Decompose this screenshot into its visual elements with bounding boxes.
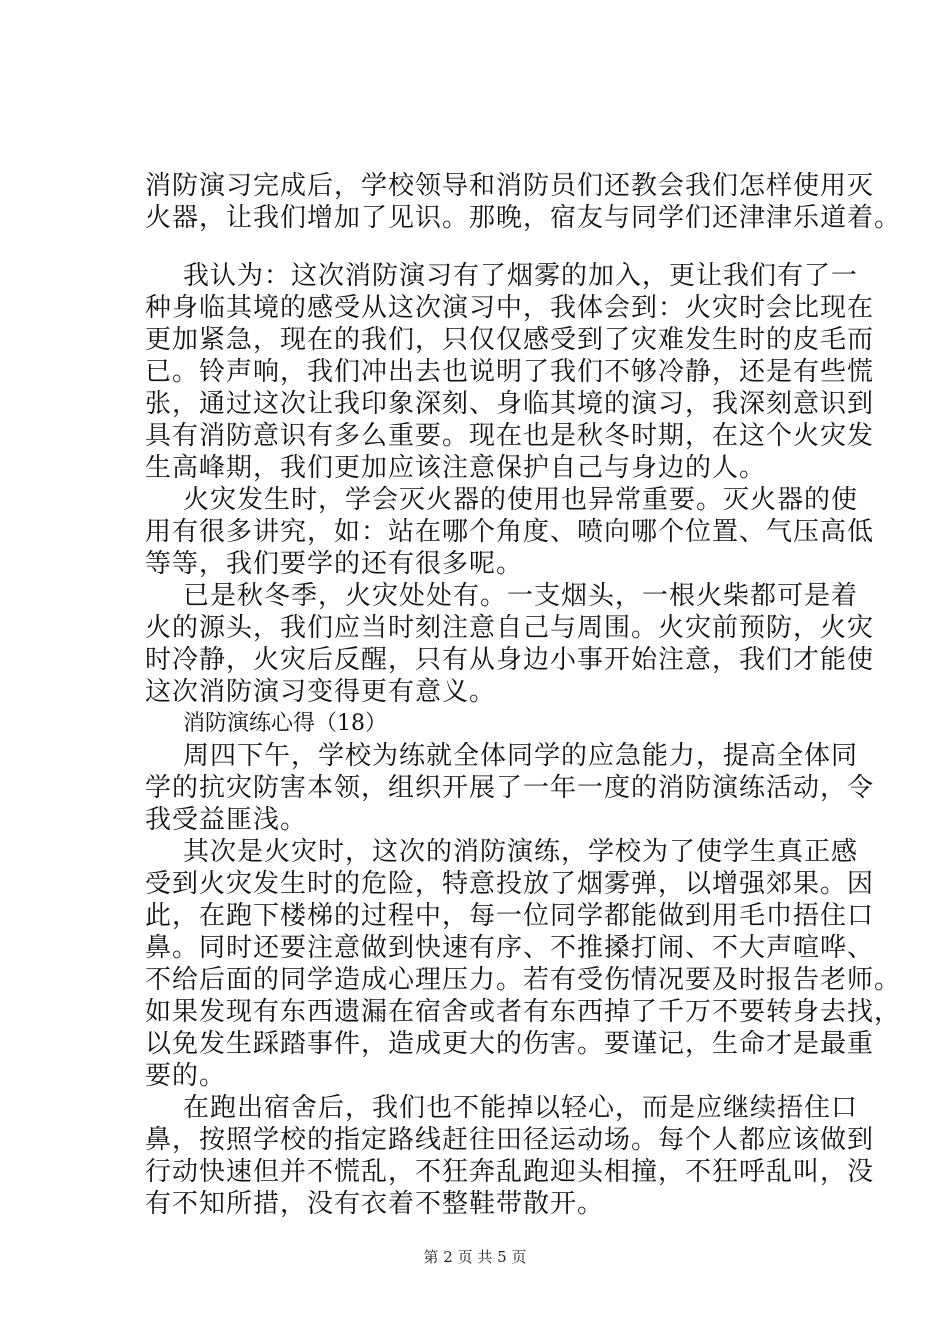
text-line: 周四下午，学校为练就全体同学的应急能力，提高全体同 xyxy=(183,741,859,771)
text-line: 时冷静，火灾后反醒，只有从身边小事开始注意，我们才能使 xyxy=(145,645,875,675)
text-line: 具有消防意识有多么重要。现在也是秋冬时期，在这个火灾发 xyxy=(145,421,875,451)
text-line: 行动快速但并不慌乱，不狂奔乱跑迎头相撞，不狂呼乱叫，没 xyxy=(145,1157,875,1187)
text-line: 学的抗灾防害本领，组织开展了一年一度的消防演练活动，令 xyxy=(145,773,875,803)
text-line: 在跑出宿舍后，我们也不能掉以轻心，而是应继续捂住口 xyxy=(183,1093,859,1123)
text-line: 火的源头，我们应当时刻注意自己与周围。火灾前预防，火灾 xyxy=(145,613,875,643)
text-line: 如果发现有东西遗漏在宿舍或者有东西掉了千万不要转身去找， xyxy=(145,997,902,1027)
text-line: 不给后面的同学造成心理压力。若有受伤情况要及时报告老师。 xyxy=(145,965,902,995)
text-line: 我认为：这次消防演习有了烟雾的加入，更让我们有了一 xyxy=(183,261,859,291)
text-line: 受到火灾发生时的危险，特意投放了烟雾弹，以增强郊果。因 xyxy=(145,869,875,899)
document-body xyxy=(145,170,902,1220)
section-heading: 消防演练心得（18） xyxy=(183,711,387,736)
text-line: 有不知所措，没有衣着不整鞋带散开。 xyxy=(145,1189,605,1219)
text-line: 鼻。同时还要注意做到快速有序、不推搡打闹、不大声喧哗、 xyxy=(145,933,875,963)
text-line: 要的。 xyxy=(145,1061,227,1091)
page-footer: 第 2 页 共 5 页 xyxy=(423,1248,527,1266)
text-line: 消防演习完成后，学校领导和消防员们还教会我们怎样使用灭 xyxy=(145,171,875,201)
text-line: 此，在跑下楼梯的过程中，每一位同学都能做到用毛巾捂住口 xyxy=(145,901,875,931)
text-line: 火器，让我们增加了见识。那晚，宿友与同学们还津津乐道着。 xyxy=(145,203,902,233)
text-line: 其次是火灾时，这次的消防演练，学校为了使学生真正感 xyxy=(183,837,859,867)
text-line: 种身临其境的感受从这次演习中，我体会到：火灾时会比现在 xyxy=(145,293,875,323)
text-line: 生高峰期，我们更加应该注意保护自己与身边的人。 xyxy=(145,453,767,483)
paragraph-gap xyxy=(145,234,825,260)
text-line: 以免发生踩踏事件，造成更大的伤害。要谨记，生命才是最重 xyxy=(145,1029,875,1059)
text-line: 火灾发生时，学会灭火器的使用也异常重要。灭火器的使 xyxy=(183,485,859,515)
text-line: 等等，我们要学的还有很多呢。 xyxy=(145,549,524,579)
text-line: 我受益匪浅。 xyxy=(145,805,308,835)
text-line: 鼻，按照学校的指定路线赶往田径运动场。每个人都应该做到 xyxy=(145,1125,875,1155)
text-line: 已是秋冬季，火灾处处有。一支烟头，一根火柴都可是着 xyxy=(183,581,859,611)
text-line: 已。铃声响，我们冲出去也说明了我们不够冷静，还是有些慌 xyxy=(145,357,875,387)
text-line: 这次消防演习变得更有意义。 xyxy=(145,677,497,707)
text-line: 用有很多讲究，如：站在哪个角度、喷向哪个位置、气压高低 xyxy=(145,517,875,547)
text-line: 张，通过这次让我印象深刻、身临其境的演习，我深刻意识到 xyxy=(145,389,875,419)
text-line: 更加紧急，现在的我们，只仅仅感受到了灾难发生时的皮毛而 xyxy=(145,325,875,355)
